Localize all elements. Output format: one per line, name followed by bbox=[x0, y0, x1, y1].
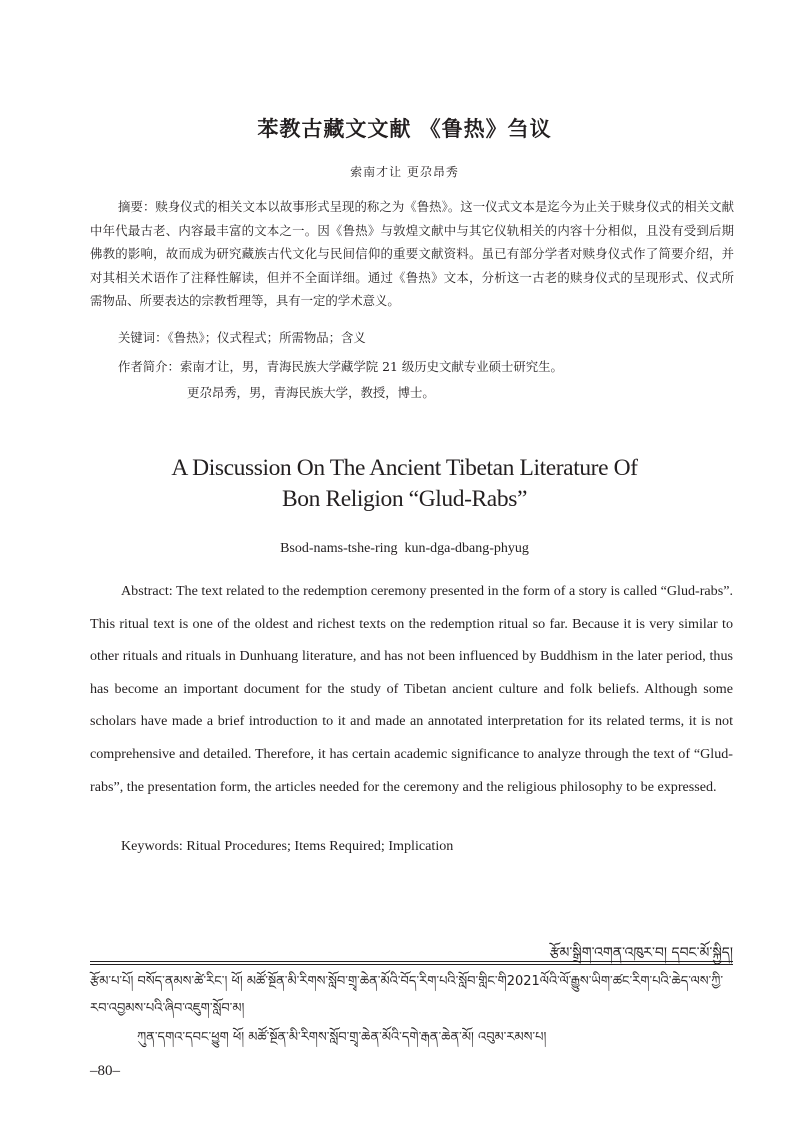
english-title-line-2: Bon Religion “Glud-Rabs” bbox=[282, 486, 527, 512]
english-keywords bbox=[121, 834, 453, 858]
chinese-author-intro-2: 更尕昂秀，男，青海民族大学，教授，博士。 bbox=[187, 385, 435, 400]
tibetan-author-footnote-1: རྩོམ་པ་པོ། བསོད་ནམས་ཚེ་རིང་། ཕོ། མཚོ་སྔོན་མི་རིགས་སློབ་གྲྭ་ཆེན་མོའི་བོད་རིག་པའི་སློབ་གླིང་གི2021ལོའི་ལོ་རྒྱུས་ཡིག་ཚང་རིག་པའི་ཆེད་ལས་ཀྱི་རབ་འབྱམས་པའི་ཞིབ་འཇུག་སློབ་མ། bbox=[90, 974, 724, 1016]
footnote-divider-thick bbox=[90, 961, 733, 962]
english-keywords-label: Keywords: bbox=[121, 838, 183, 854]
chinese-author-intro-label: 作者简介： bbox=[118, 359, 180, 374]
english-abstract-text: The text related to the redemption ceremony presented in the form of a story is called “Glud-rabs”. This ritual text is one of the oldest and richest texts on the redemption ritual so far. Because it is very similar to other rituals and rituals in Dunhuang literature, and has not been influenced by Buddhism in the later period, thus has become an important document for the study of Tibetan ancient culture and folk beliefs. Although some scholars have made a brief introduction to it and made an annotated interpretation for its related terms, it is not comprehensive and detailed. Therefore, it has certain academic significance to analyze through the text of “Glud-rabs”, the presentation form, the articles needed for the ceremony and the religious philosophy to be expressed. bbox=[90, 583, 733, 795]
english-keywords-text: Ritual Procedures; Items Required; Implication bbox=[186, 838, 454, 854]
chinese-author-intro bbox=[118, 355, 563, 379]
chinese-author-intro-1: 索南才让，男，青海民族大学藏学院 21 级历史文献专业硕士研究生。 bbox=[179, 359, 563, 374]
chinese-authors: 索南才让 更尕昂秀 bbox=[350, 165, 459, 179]
chinese-keywords-text: 《鲁热》；仪式程式；所需物品；含义 bbox=[167, 330, 366, 345]
chinese-keywords-label: 关键词： bbox=[118, 330, 168, 345]
english-abstract-label: Abstract: bbox=[121, 583, 173, 599]
chinese-abstract-label: 摘要： bbox=[118, 199, 156, 214]
english-title bbox=[0, 453, 809, 515]
chinese-title: 苯教古藏文文献 《鲁热》刍议 bbox=[257, 116, 552, 141]
english-abstract bbox=[90, 575, 733, 803]
chinese-abstract bbox=[90, 195, 734, 313]
footnote-divider-thin bbox=[90, 964, 733, 965]
tibetan-editor-credit: རྩོམ་སྒྲིག་འགན་འཁུར་བ། དབང་མོ་སྐྱིད། bbox=[549, 945, 733, 961]
chinese-keywords bbox=[118, 326, 366, 350]
english-authors: Bsod-nams-tshe-ring kun-dga-dbang-phyug bbox=[280, 541, 529, 556]
tibetan-author-footnote-2: ཀུན་དགའ་དབང་ཕྱུག ཕོ། མཚོ་སྔོན་མི་རིགས་སློབ་གྲྭ་ཆེན་མོའི་དགེ་རྒན་ཆེན་མོ། འབུམ་རམས་པ། bbox=[137, 1030, 547, 1045]
english-title-line-1: A Discussion On The Ancient Tibetan Literature Of bbox=[171, 455, 638, 481]
chinese-abstract-text: 赎身仪式的相关文本以故事形式呈现的称之为《鲁热》。这一仪式文本是迄今为止关于赎身仪式的相关文献中年代最古老、内容最丰富的文本之一。因《鲁热》与敦煌文献中与其它仪轨相关的内容十分相似，且没有受到后期佛教的影响，故而成为研究藏族古代文化与民间信仰的重要文献资料。虽已有部分学者对赎身仪式作了简要介绍，并对其相关术语作了注释性解读，但并不全面详细。通过《鲁热》文本，分析这一古老的赎身仪式的呈现形式、仪式所需物品、所要表达的宗教哲理等，具有一定的学术意义。 bbox=[90, 199, 734, 309]
page-number: –80– bbox=[90, 1063, 120, 1079]
